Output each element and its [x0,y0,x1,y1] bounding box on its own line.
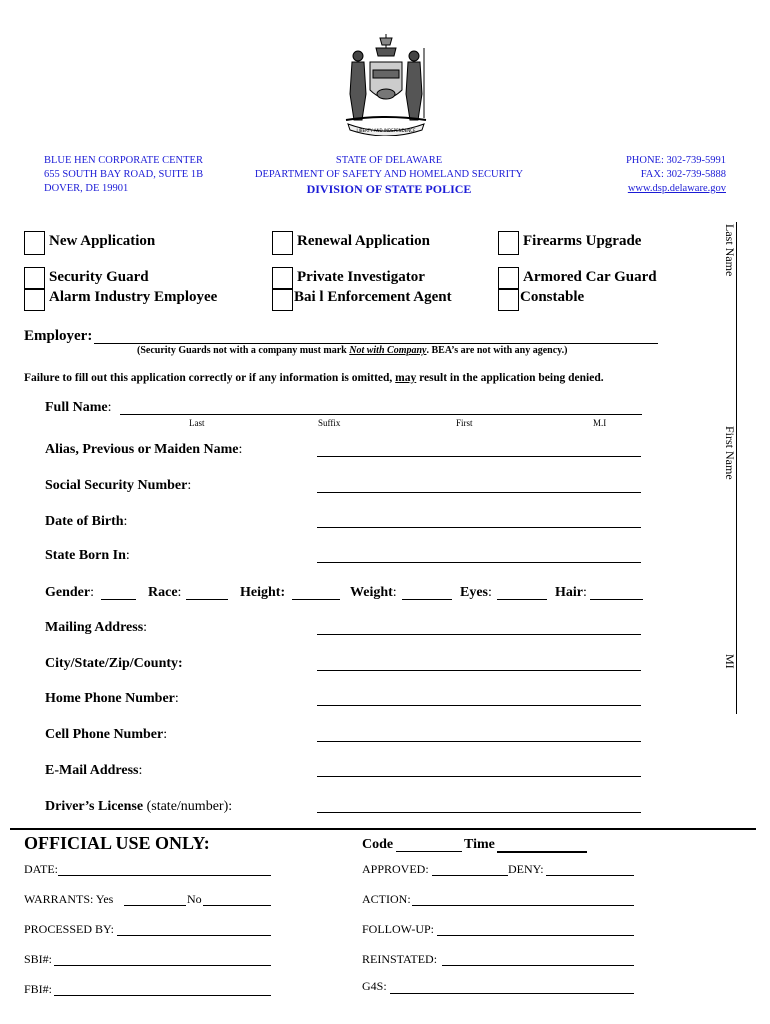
home-phone-label [45,691,179,707]
height-field[interactable] [292,599,340,600]
renewal-application-checkbox[interactable] [272,231,293,255]
cell-phone-suffix: : [163,727,168,742]
address-line: BLUE HEN CORPORATE CENTER [44,155,203,166]
cell-phone-text: Cell Phone Number [45,727,164,742]
phone: PHONE: 302-739-5991 [625,155,726,166]
state-born-label [45,548,130,564]
renewal-application-label: Renewal Application [297,233,430,249]
gender-field[interactable] [101,599,136,600]
seal-motto: LIBERTY AND INDEPENDENCE [356,128,416,133]
alarm-industry-checkbox[interactable] [24,289,45,311]
warrants-yes-field[interactable] [124,905,186,906]
cell-phone-label [45,727,167,743]
ssn-suffix: : [187,478,192,493]
alarm-industry-label: Alarm Industry Employee [49,289,218,305]
full-name-field[interactable] [120,414,642,415]
deny-label: DENY: [508,862,544,876]
state-born-field[interactable] [317,562,641,563]
weight-field[interactable] [402,599,452,600]
processed-by-field[interactable] [117,935,271,936]
drivers-license-text: Driver’s License [45,799,144,814]
date-field[interactable] [58,875,271,876]
security-guard-checkbox[interactable] [24,267,45,289]
reinstated-field[interactable] [442,965,634,966]
armored-car-label: Armored Car Guard [523,269,657,285]
email-label [45,763,142,779]
gender-label: Gender: [45,585,94,600]
dob-label [45,514,127,530]
sidebar-mi: MI [723,654,737,669]
warrants-no-label: No [187,892,202,906]
code-field[interactable] [396,851,462,852]
agency-division: DIVISION OF STATE POLICE [306,182,472,196]
eyes-label: Eyes: [460,585,492,600]
full-name-sub-mi: M.I [593,418,607,428]
gender-text: Gender [45,585,91,600]
full-name-text: Full Name [45,400,108,415]
constable-label: Constable [520,289,585,305]
deny-field[interactable] [546,875,634,876]
private-investigator-label: Private Investigator [297,269,425,285]
sidebar-first-name: First Name [723,426,737,480]
warrants-yes-label: WARRANTS: Yes [24,892,114,906]
agency-state: STATE OF DELAWARE [335,155,443,166]
city-state-zip-text: City/State/Zip/County: [45,656,183,671]
fax: FAX: 302-739-5888 [640,169,726,180]
processed-by-label: PROCESSED BY: [24,922,114,936]
new-application-label: New Application [49,233,156,249]
mailing-address-label [45,620,147,636]
follow-up-field[interactable] [437,935,634,936]
full-name-label: Full Name: [45,400,112,415]
drivers-license-label [45,799,232,815]
action-field[interactable] [412,905,634,906]
employer-note [137,345,567,356]
address-block [44,154,244,196]
reinstated-label: REINSTATED: [362,952,438,966]
hair-text: Hair [555,585,583,600]
employer-note-post: . BEA’s are not with any agency.) [426,345,568,356]
official-divider [10,828,756,830]
ssn-field[interactable] [317,492,641,493]
employer-note-emphasis: Not with Company [349,345,427,356]
warning-emphasis: may [395,372,417,384]
sbi-label: SBI#: [24,952,53,966]
sidebar-last-name: Last Name [723,224,737,277]
alias-text: Alias, Previous or Maiden Name [45,442,239,457]
agency-department: DEPARTMENT OF SAFETY AND HOMELAND SECURITY [254,169,524,180]
dob-suffix: : [123,514,128,529]
bail-enforcement-label: Bai l Enforcement Agent [294,289,452,305]
security-guard-label: Security Guard [49,269,149,285]
height-label: Height: [240,585,286,600]
race-field[interactable] [186,599,228,600]
drivers-license-field[interactable] [317,812,641,813]
alias-suffix: : [238,442,243,457]
alias-label [45,442,242,458]
g4s-label: G4S: [362,979,387,993]
address-line: DOVER, DE 19901 [44,183,129,194]
official-title: OFFICIAL USE ONLY: [24,833,210,853]
approved-label: APPROVED: [362,862,429,876]
eyes-field[interactable] [497,599,547,600]
dob-text: Date of Birth [45,514,124,529]
race-text: Race [148,585,178,600]
full-name-sub-first: First [456,418,473,428]
hair-label: Hair: [555,585,587,600]
home-phone-text: Home Phone Number [45,691,175,706]
warning-pre: Failure to fill out this application correctly or if any information is omitted, [24,372,396,384]
employer-label: Employer: [24,328,93,344]
mailing-address-text: Mailing Address [45,620,144,635]
warrants-no-field[interactable] [203,905,271,906]
date-label: DATE: [24,862,58,876]
mailing-address-suffix: : [143,620,148,635]
fbi-label: FBI#: [24,982,53,996]
time-label: Time [464,837,495,852]
follow-up-label: FOLLOW-UP: [362,922,434,936]
mailing-address-field[interactable] [317,634,641,635]
full-name-sub-last: Last [189,418,205,428]
armored-car-checkbox[interactable] [498,267,519,289]
home-phone-field[interactable] [317,705,641,706]
bail-enforcement-checkbox[interactable] [272,289,293,311]
action-label: ACTION: [362,892,411,906]
constable-checkbox[interactable] [498,289,519,311]
email-text: E-Mail Address [45,763,139,778]
time-field[interactable] [497,851,587,853]
city-state-zip-label [45,656,183,672]
employer-note-pre: (Security Guards not with a company must mark [137,345,350,356]
dob-field[interactable] [317,527,641,528]
eyes-text: Eyes [460,585,488,600]
home-phone-suffix: : [174,691,179,706]
g4s-field[interactable] [390,993,634,994]
agency-block [230,154,548,196]
state-born-text: State Born In [45,548,126,563]
fbi-field[interactable] [54,995,271,996]
cell-phone-field[interactable] [317,741,641,742]
sbi-field[interactable] [54,965,271,966]
ssn-label [45,478,191,494]
drivers-license-suffix: (state/number): [143,799,233,814]
approved-field[interactable] [432,875,508,876]
private-investigator-checkbox[interactable] [272,267,293,289]
state-born-suffix: : [125,548,130,563]
race-label: Race: [148,585,182,600]
contact-block [560,154,726,196]
firearms-upgrade-checkbox[interactable] [498,231,519,255]
weight-text: Weight [350,585,393,600]
new-application-checkbox[interactable] [24,231,45,255]
full-name-sub-suffix: Suffix [318,418,341,428]
weight-label: Weight: [350,585,397,600]
employer-field[interactable] [94,343,658,344]
email-suffix: : [138,763,143,778]
code-label: Code [362,837,394,852]
warning-text [24,372,604,384]
firearms-upgrade-label: Firearms Upgrade [523,233,642,249]
address-line: 655 SOUTH BAY ROAD, SUITE 1B [44,169,204,180]
city-state-zip-field[interactable] [317,670,641,671]
hair-field[interactable] [590,599,643,600]
website-link[interactable]: www.dsp.delaware.gov [627,183,726,194]
email-field[interactable] [317,776,641,777]
warning-post: result in the application being denied. [416,372,604,384]
ssn-text: Social Security Number [45,478,188,493]
alias-field[interactable] [317,456,641,457]
state-seal-icon [332,28,440,136]
